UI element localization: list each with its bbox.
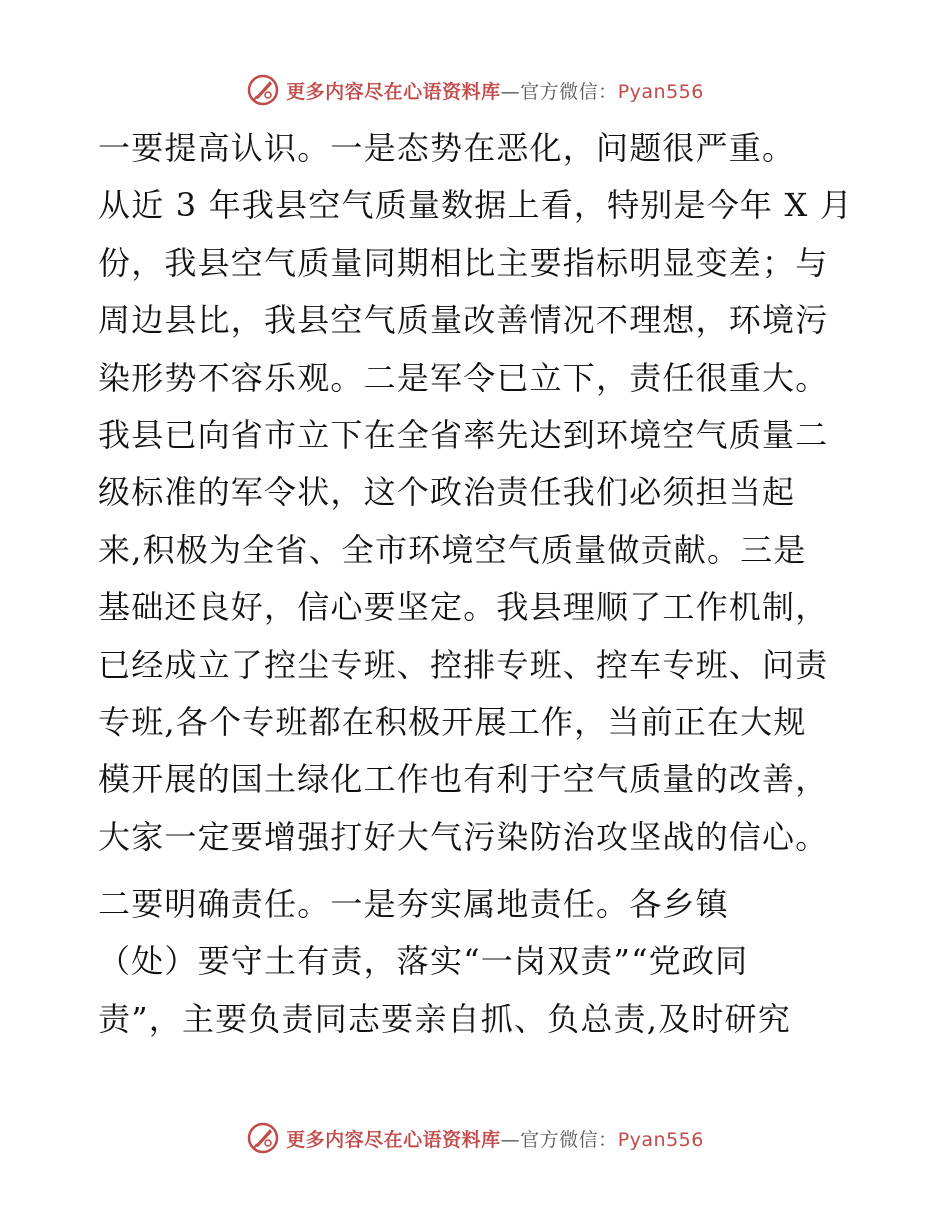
- watermark-wechat-label: —官方微信：: [500, 80, 618, 103]
- paragraph-1: [98, 120, 858, 866]
- text-line: 一要提高认识。一是态势在恶化，问题很严重。: [98, 129, 796, 167]
- text-line: （处）要守土有责，落实“一岗双责”“党政同: [98, 942, 749, 981]
- text-line: 二要明确责任。一是夯实属地责任。各乡镇: [98, 885, 729, 924]
- text-line: 专班,各个专班都在积极开展工作，当前正在大规: [98, 702, 807, 741]
- feather-pen-logo-icon: [246, 1121, 280, 1155]
- text-line: 已经成立了控尘专班、控排专班、控车专班、问责: [98, 645, 829, 684]
- watermark-brand: 更多内容尽在心语资料库: [286, 80, 501, 103]
- text-line: 级标准的军令状，这个政治责任我们必须担当起: [98, 473, 796, 512]
- text-line: 份，我县空气质量同期相比主要指标明显变差；与: [98, 243, 829, 282]
- feather-pen-logo-icon: [246, 73, 280, 107]
- watermark-wechat-id: Pyan556: [617, 1128, 704, 1151]
- text-line: 周边县比，我县空气质量改善情况不理想，环境污: [98, 301, 829, 340]
- watermark-footer: [0, 1118, 950, 1158]
- paragraph-2: [98, 876, 858, 1048]
- watermark-brand: 更多内容尽在心语资料库: [286, 1128, 501, 1151]
- text-line: 责”，主要负责同志要亲自抓、负总责,及时研究: [98, 999, 791, 1038]
- text-line: 来,积极为全省、全市环境空气质量做贡献。三是: [98, 530, 807, 569]
- text-line: 染形势不容乐观。二是军令已立下，责任很重大。: [98, 358, 829, 397]
- watermark-wechat-id: Pyan556: [617, 80, 704, 103]
- paragraph-gap: [98, 866, 858, 876]
- watermark-wechat-label: —官方微信：: [500, 1128, 618, 1151]
- watermark-text: [286, 1125, 704, 1152]
- text-line: 基础还良好，信心要坚定。我县理顺了工作机制，: [98, 588, 829, 627]
- watermark-text: [286, 77, 704, 104]
- document-body: [98, 120, 858, 1048]
- text-line: 大家一定要增强打好大气污染防治攻坚战的信心。: [98, 817, 829, 856]
- text-line: 模开展的国土绿化工作也有利于空气质量的改善，: [98, 760, 829, 799]
- text-line: 我县已向省市立下在全省率先达到环境空气质量二: [98, 415, 829, 454]
- watermark-header: [0, 70, 950, 110]
- text-line: 从近 3 年我县空气质量数据上看，特别是今年 X 月: [98, 186, 854, 225]
